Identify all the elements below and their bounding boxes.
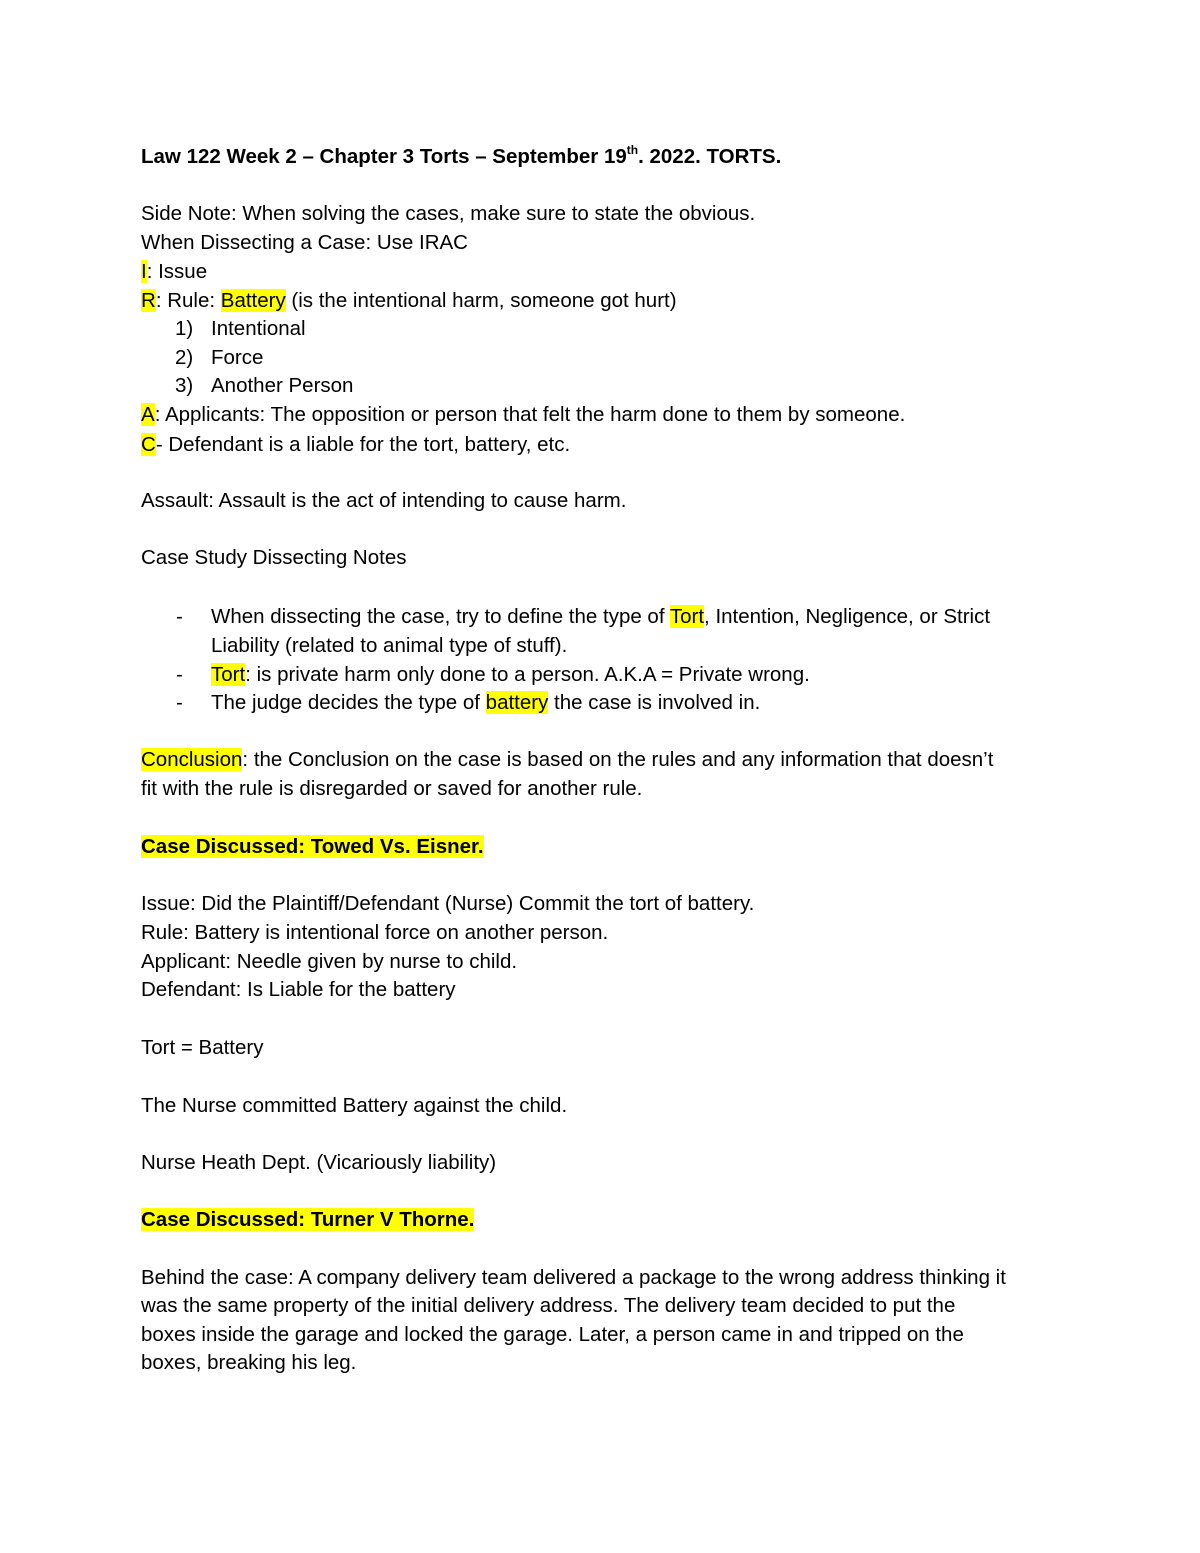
bullet-dash: - bbox=[176, 663, 183, 686]
side-note: Side Note: When solving the cases, make sure to state the obvious. bbox=[141, 202, 756, 225]
highlight-tort: Tort bbox=[211, 663, 246, 686]
irac-applicants-text: : Applicants: The opposition or person that felt the harm done to them by someone. bbox=[154, 403, 906, 426]
bullet-item bbox=[211, 662, 810, 688]
case1-defendant: Defendant: Is Liable for the battery bbox=[141, 978, 456, 1001]
case2-behind-line: boxes, breaking his leg. bbox=[141, 1351, 357, 1374]
title-text-end: . 2022. TORTS. bbox=[638, 145, 782, 168]
irac-rule-line bbox=[141, 288, 677, 314]
bullet-item-continuation: Liability (related to animal type of stuff). bbox=[211, 634, 568, 657]
highlight-a: A bbox=[141, 403, 155, 426]
bullet-dash: - bbox=[176, 605, 183, 628]
case1-applicant: Applicant: Needle given by nurse to child. bbox=[141, 950, 518, 973]
highlight-c: C bbox=[141, 433, 156, 456]
irac-rule-text-end: (is the intentional harm, someone got hurt) bbox=[285, 289, 677, 312]
conclusion-text: : the Conclusion on the case is based on the rules and any information that doesn’t bbox=[242, 748, 994, 771]
document-title bbox=[141, 144, 781, 170]
irac-conclusion-line bbox=[141, 432, 570, 458]
case2-behind-line: was the same property of the initial delivery address. The delivery team decided to put the bbox=[141, 1294, 956, 1317]
irac-issue-text: : Issue bbox=[146, 260, 208, 283]
bullet-item bbox=[211, 690, 760, 716]
rule-list-number: 2) bbox=[175, 346, 194, 369]
irac-intro: When Dissecting a Case: Use IRAC bbox=[141, 231, 468, 254]
irac-issue-line bbox=[141, 259, 207, 285]
irac-conclusion-text: - Defendant is a liable for the tort, battery, etc. bbox=[155, 433, 571, 456]
rule-list-number: 1) bbox=[175, 317, 194, 340]
case-heading-towed bbox=[141, 834, 484, 860]
case1-tort: Tort = Battery bbox=[141, 1036, 264, 1059]
rule-list-number: 3) bbox=[175, 374, 194, 397]
case1-issue: Issue: Did the Plaintiff/Defendant (Nurse) Commit the tort of battery. bbox=[141, 892, 755, 915]
case2-behind-line: Behind the case: A company delivery team delivered a package to the wrong address thinking it bbox=[141, 1266, 1006, 1289]
irac-rule-text: : Rule: bbox=[155, 289, 221, 312]
case-heading-text: Case Discussed: Towed Vs. Eisner. bbox=[141, 835, 484, 858]
highlight-tort: Tort bbox=[669, 605, 705, 628]
rule-list-item: Intentional bbox=[211, 317, 306, 340]
case1-rule: Rule: Battery is intentional force on another person. bbox=[141, 921, 609, 944]
title-text: Law 122 Week 2 – Chapter 3 Torts – September 19 bbox=[141, 145, 627, 168]
bullet-text: The judge decides the type of bbox=[211, 691, 486, 714]
bullet-item bbox=[211, 604, 990, 630]
assault-note: Assault: Assault is the act of intending to cause harm. bbox=[141, 489, 627, 512]
rule-list-item: Force bbox=[211, 346, 264, 369]
highlight-battery: Battery bbox=[220, 289, 286, 312]
bullet-text: : is private harm only done to a person. A.K.A = Private wrong. bbox=[245, 663, 810, 686]
rule-list-item: Another Person bbox=[211, 374, 354, 397]
conclusion-line-2: fit with the rule is disregarded or saved for another rule. bbox=[141, 777, 643, 800]
case1-vicarious: Nurse Heath Dept. (Vicariously liability) bbox=[141, 1151, 497, 1174]
highlight-i: I bbox=[141, 260, 147, 283]
highlight-r: R bbox=[141, 289, 156, 312]
case-heading-text: Case Discussed: Turner V Thorne. bbox=[141, 1208, 475, 1231]
highlight-conclusion: Conclusion bbox=[141, 748, 243, 771]
irac-applicants-line bbox=[141, 402, 905, 428]
highlight-battery: battery bbox=[485, 691, 549, 714]
case1-committed: The Nurse committed Battery against the child. bbox=[141, 1094, 568, 1117]
conclusion-line bbox=[141, 747, 993, 773]
case-heading-turner bbox=[141, 1207, 474, 1233]
case2-behind-line: boxes inside the garage and locked the garage. Later, a person came in and tripped on the bbox=[141, 1323, 964, 1346]
title-superscript: th bbox=[626, 143, 639, 157]
bullet-dash: - bbox=[176, 691, 183, 714]
bullet-text: the case is involved in. bbox=[548, 691, 761, 714]
case-study-heading: Case Study Dissecting Notes bbox=[141, 546, 407, 569]
bullet-text: When dissecting the case, try to define the type of bbox=[211, 605, 670, 628]
bullet-text: , Intention, Negligence, or Strict bbox=[704, 605, 991, 628]
